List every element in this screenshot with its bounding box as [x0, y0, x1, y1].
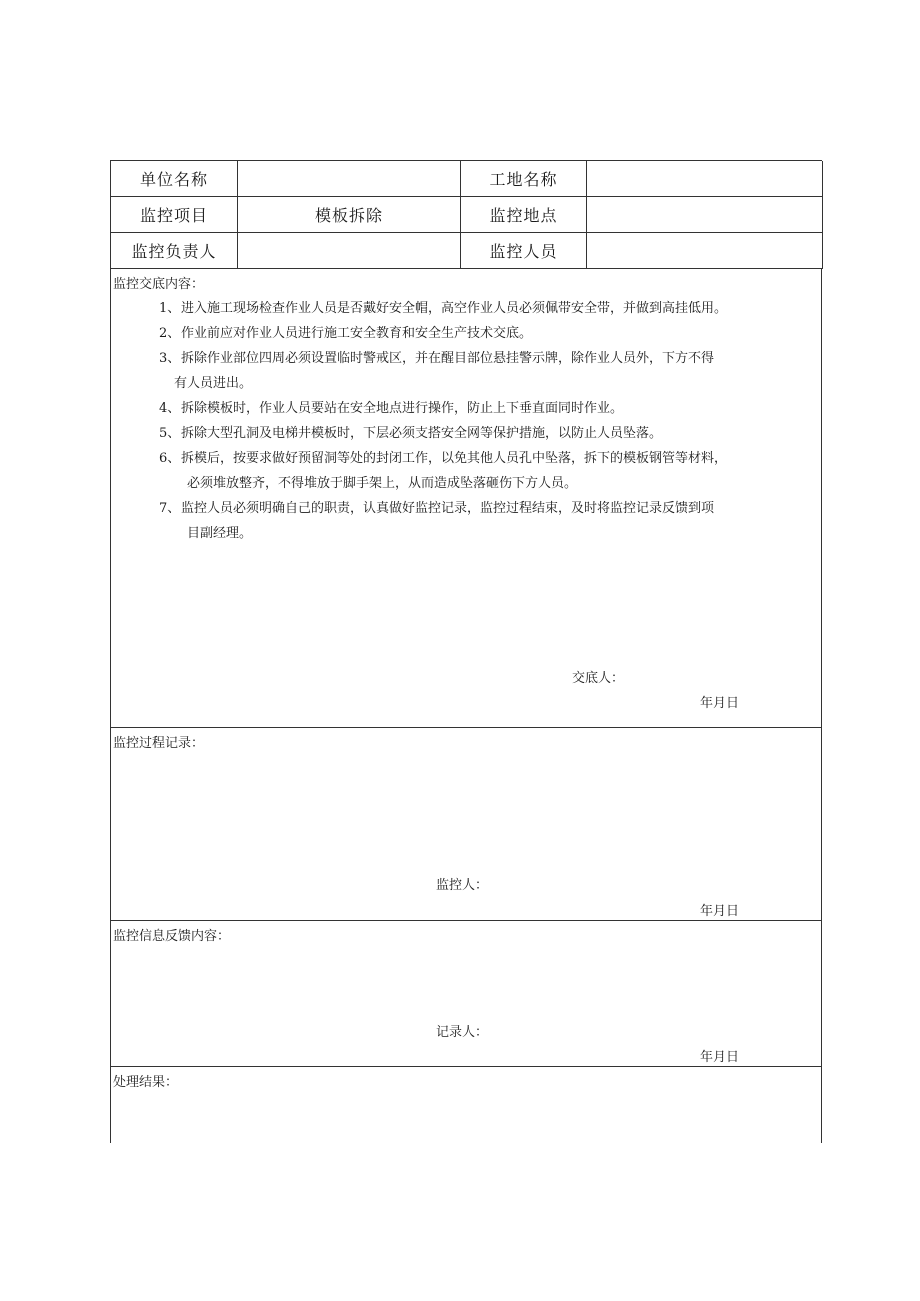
briefing-item-number: 6、: [159, 451, 181, 466]
process-signer-label: 监控人：: [436, 878, 489, 893]
monitor-staff-label: 监控人员: [461, 233, 587, 269]
process-title: 监控过程记录：: [113, 736, 205, 751]
monitor-leader-value[interactable]: [238, 233, 461, 269]
unit-name-value[interactable]: [238, 161, 461, 197]
briefing-list: [159, 296, 819, 546]
monitor-staff-value[interactable]: [587, 233, 823, 269]
site-name-value[interactable]: [587, 161, 823, 197]
briefing-item: [159, 321, 819, 346]
briefing-item-number: 3、: [159, 351, 181, 366]
briefing-item-number: 7、: [159, 501, 181, 516]
monitor-leader-label: 监控负责人: [111, 233, 238, 269]
process-date-label: 年月日: [700, 904, 740, 919]
header-grid: [110, 160, 822, 269]
feedback-signer-label: 记录人：: [436, 1025, 489, 1040]
briefing-item-number: 5、: [159, 426, 181, 441]
feedback-title: 监控信息反馈内容：: [113, 929, 231, 944]
monitor-item-value[interactable]: 模板拆除: [238, 197, 461, 233]
briefing-item-text: 拆除大型孔洞及电梯井模板时，下层必须支搭安全网等保护措施，以防止人员坠落。: [181, 426, 663, 441]
briefing-item-continuation: 有人员进出。: [174, 376, 253, 391]
briefing-item-continuation: 必须堆放整齐，不得堆放于脚手架上，从而造成坠落砸伤下方人员。: [187, 476, 578, 491]
monitor-item-label: 监控项目: [111, 197, 238, 233]
briefing-item: [159, 346, 819, 371]
process-section: [110, 728, 822, 921]
briefing-item-text: 拆模后，按要求做好预留洞等处的封闭工作，以免其他人员孔中坠落，拆下的模板钢管等材料，: [181, 451, 728, 466]
briefing-item-text: 拆除模板时，作业人员要站在安全地点进行操作，防止上下垂直面同时作业。: [181, 401, 624, 416]
unit-name-label: 单位名称: [111, 161, 238, 197]
briefing-item-text: 进入施工现场检查作业人员是否戴好安全帽，高空作业人员必须佩带安全带，并做到高挂低用。: [181, 301, 728, 316]
monitor-location-label: 监控地点: [461, 197, 587, 233]
briefing-item-number: 2、: [159, 326, 181, 341]
monitoring-form: [110, 160, 822, 1143]
briefing-item: [159, 296, 819, 321]
briefing-item-number: 4、: [159, 401, 181, 416]
briefing-item: [159, 421, 819, 446]
monitor-location-value[interactable]: [587, 197, 823, 233]
briefing-item-continuation: 目副经理。: [187, 526, 253, 541]
briefing-signer-label: 交底人：: [572, 671, 625, 686]
briefing-item: [159, 396, 819, 421]
briefing-title: 监控交底内容：: [113, 277, 205, 292]
result-section: [110, 1067, 822, 1143]
briefing-date-label: 年月日: [700, 696, 740, 711]
briefing-item-text: 作业前应对作业人员进行施工安全教育和安全生产技术交底。: [181, 326, 533, 341]
site-name-label: 工地名称: [461, 161, 587, 197]
result-title: 处理结果：: [113, 1075, 179, 1090]
briefing-item: [159, 496, 819, 521]
feedback-section: [110, 921, 822, 1067]
briefing-item: [159, 446, 819, 471]
feedback-date-label: 年月日: [700, 1050, 740, 1065]
briefing-item-text: 拆除作业部位四周必须设置临时警戒区，并在醒目部位悬挂警示牌，除作业人员外，下方不得: [181, 351, 715, 366]
briefing-item-number: 1、: [159, 301, 181, 316]
briefing-item-text: 监控人员必须明确自己的职责，认真做好监控记录，监控过程结束，及时将监控记录反馈到项: [181, 501, 715, 516]
briefing-section: [110, 269, 822, 728]
